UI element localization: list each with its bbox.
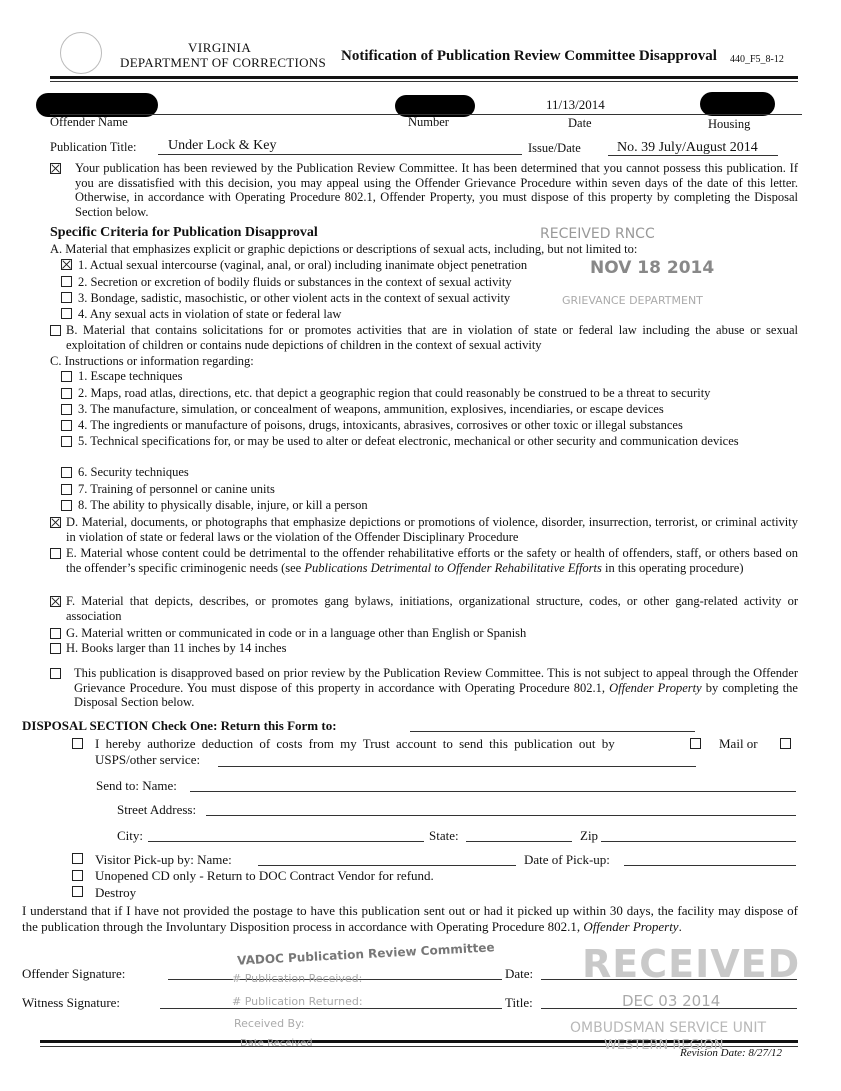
header-rule-thin (50, 81, 798, 82)
street-label: Street Address: (117, 802, 197, 817)
rncc-stamp: RECEIVED RNCC (540, 226, 655, 242)
offender-date-value: 11/13/2014 (546, 97, 605, 112)
review-notice-text: Your publication has been reviewed by the Publication Review Committee. It has been determined that you cannot possess this publication. If you are dissatisfied with this decision, you may appeal using the Offender Grievance Procedure within seven days of the date of this letter. Otherwise, in accordance with Operating Procedure 802.1, Offender Property, you must dispose of this property by completing the Disposal Section below. (75, 161, 798, 219)
section-e-reference: Publications Detrimental to Offender Rehabilitative Efforts (304, 560, 602, 575)
a1-checkbox[interactable] (61, 259, 72, 270)
prior-review-body: This publication is disapproved based on prior review by the Publication Review Committee. This is not subject to appeal through the Offender Grievance Procedure. You must dispose of this property in accordance with Operating Procedure 802.1, (74, 666, 798, 695)
section-c: C. Instructions or information regarding: (50, 354, 254, 368)
c7-checkbox[interactable] (61, 484, 72, 495)
revision-date: Revision Date: 8/27/12 (680, 1047, 783, 1059)
return-to-line (410, 731, 695, 732)
section-g: G. Material written or communicated in code or in a language other than English or Spanish (66, 626, 527, 640)
prior-review-reference: Offender Property (609, 680, 702, 695)
state-label: State: (429, 828, 459, 843)
section-d: D. Material, documents, or photographs that emphasize depictions or promotions of violence, disorder, insurrection, terrorist, or criminal activity in violation of state or federal laws or the violation of the Offender Disciplinary Procedure (66, 515, 798, 544)
received-date-stamp: DEC 03 2014 (622, 992, 721, 1010)
section-h: H. Books larger than 11 inches by 14 inches (66, 641, 287, 655)
date-received-stamp: Date Received (240, 1038, 313, 1049)
street-field[interactable] (206, 815, 796, 816)
c2-checkbox[interactable] (61, 388, 72, 399)
zip-label: Zip (580, 828, 599, 843)
committee-stamp: VADOC Publication Review Committee (236, 940, 495, 968)
a4-checkbox[interactable] (61, 308, 72, 319)
agency-line1: VIRGINIA (188, 40, 252, 55)
a3-text: 3. Bondage, sadistic, masochistic, or other violent acts in the context of sexual activity (78, 291, 511, 305)
c6-checkbox[interactable] (61, 467, 72, 478)
send-to-label: Send to: Name: (96, 778, 177, 793)
zip-field[interactable] (601, 841, 796, 842)
c5-text: 5. Technical specifications for, or may be used to alter or defeat electronic, mechanical or other security and communication devices (78, 434, 739, 448)
send-to-name-field[interactable] (190, 791, 796, 792)
unopened-checkbox[interactable] (72, 870, 83, 881)
publication-title-value: Under Lock & Key (168, 138, 277, 153)
rncc-date-stamp: NOV 18 2014 (590, 258, 715, 278)
a2-checkbox[interactable] (61, 276, 72, 287)
visitor-checkbox[interactable] (72, 853, 83, 864)
prior-review-text (74, 666, 798, 710)
city-label: City: (117, 828, 144, 843)
understand-end: . (678, 919, 682, 934)
state-field[interactable] (466, 841, 572, 842)
pub-received-stamp: # Publication Received: (232, 972, 363, 985)
offender-number-label: Number (408, 115, 449, 129)
usps-label: USPS/other service: (95, 752, 201, 767)
c8-checkbox[interactable] (61, 500, 72, 511)
witness-signature-field[interactable] (160, 1008, 502, 1009)
section-b: B. Material that contains solicitations for or promotes activities that are in violation of state or federal law including the abuse or sexual exploitation of children or contains nude depictions of children in the context of sexual activity (66, 323, 798, 352)
publication-title-label: Publication Title: (50, 140, 137, 154)
offender-housing-label: Housing (708, 117, 751, 131)
witness-title-label: Title: (505, 995, 533, 1010)
pub-returned-stamp: # Publication Returned: (232, 995, 363, 1008)
visitor-label: Visitor Pick-up by: Name: (95, 852, 232, 867)
a3-checkbox[interactable] (61, 292, 72, 303)
disposal-heading: DISPOSAL SECTION Check One: Return this Form to: (22, 718, 337, 733)
form-title: Notification of Publication Review Committee Disapproval (341, 48, 717, 64)
understand-body: I understand that if I have not provided the postage to have this publication sent out or had it picked up within 30 days, the facility may dispose of the publication through the Involuntary Disposition process in accordance with Operating Procedure 802.1, (22, 903, 798, 934)
received-by-stamp: Received By: (234, 1017, 305, 1030)
pickup-date-label: Date of Pick-up: (524, 852, 610, 867)
c3-text: 3. The manufacture, simulation, or concealment of weapons, ammunition, explosives, incendiaries, or escape devices (78, 402, 664, 416)
f-checkbox[interactable] (50, 596, 61, 607)
pickup-date-field[interactable] (624, 865, 796, 866)
a2-text: 2. Secretion or excretion of bodily fluids or substances in the context of sexual activity (78, 275, 512, 289)
prior-review-end: by completing the Disposal Section below. (74, 680, 798, 709)
a4-text: 4. Any sexual acts in violation of state or federal law (78, 307, 342, 321)
city-field[interactable] (148, 841, 424, 842)
ombudsman-stamp: OMBUDSMAN SERVICE UNIT (570, 1020, 767, 1036)
c3-checkbox[interactable] (61, 404, 72, 415)
mail-label: Mail or (719, 736, 758, 751)
form-code: 440_F5_8-12 (730, 54, 784, 65)
usps-field[interactable] (218, 766, 696, 767)
redacted-housing (700, 92, 775, 116)
authorize-text: I hereby authorize deduction of costs from my Trust account to send this publication out by (95, 736, 615, 751)
c6-text: 6. Security techniques (78, 465, 189, 479)
section-e-text: E. Material whose content could be detrimental to the offender rehabilitative efforts or the safety or health of offenders, staff, or others based on the offender’s specific criminogenic needs (see (66, 546, 798, 575)
issue-label: Issue/Date (528, 141, 581, 155)
h-checkbox[interactable] (50, 643, 61, 654)
usps-checkbox[interactable] (780, 738, 791, 749)
witness-signature-label: Witness Signature: (22, 995, 121, 1010)
c8-text: 8. The ability to physically disable, injure, or kill a person (78, 498, 368, 512)
destroy-checkbox[interactable] (72, 886, 83, 897)
agency-line2: DEPARTMENT OF CORRECTIONS (120, 55, 327, 70)
c1-checkbox[interactable] (61, 371, 72, 382)
offender-signature-label: Offender Signature: (22, 966, 126, 981)
c7-text: 7. Training of personnel or canine units (78, 482, 275, 496)
g-checkbox[interactable] (50, 628, 61, 639)
c5-checkbox[interactable] (61, 436, 72, 447)
unopened-label: Unopened CD only - Return to DOC Contract Vendor for refund. (95, 868, 434, 883)
e-checkbox[interactable] (50, 548, 61, 559)
understand-reference: Offender Property (583, 919, 679, 934)
received-big-stamp: RECEIVED (582, 942, 801, 986)
offender-name-label: Offender Name (50, 115, 128, 129)
section-f: F. Material that depicts, describes, or promotes gang bylaws, initiations, organizational structure, codes, or other gang-related activity or association (66, 594, 798, 623)
d-checkbox[interactable] (50, 517, 61, 528)
c4-checkbox[interactable] (61, 420, 72, 431)
offender-date-label: Date (568, 116, 592, 130)
publication-title-line (158, 154, 522, 155)
authorize-checkbox[interactable] (72, 738, 83, 749)
signature-date-label: Date: (505, 966, 534, 981)
criteria-heading: Specific Criteria for Publication Disapproval (50, 225, 318, 240)
grievance-stamp: GRIEVANCE DEPARTMENT (562, 294, 703, 307)
western-region-stamp: WESTERN REGION (604, 1038, 724, 1053)
c2-text: 2. Maps, road atlas, directions, etc. that depict a geographic region that could reasonably be construed to be a threat to security (78, 386, 711, 400)
b-checkbox[interactable] (50, 325, 61, 336)
issue-value: No. 39 July/August 2014 (617, 140, 758, 155)
understand-text (22, 903, 798, 935)
section-e (66, 546, 798, 575)
section-a: A. Material that emphasizes explicit or graphic depictions or descriptions of sexual acts, including, but not limited to: (50, 242, 638, 256)
mail-checkbox[interactable] (690, 738, 701, 749)
issue-line (608, 155, 778, 156)
destroy-label: Destroy (95, 885, 137, 900)
prior-review-checkbox[interactable] (50, 668, 61, 679)
review-notice-checkbox[interactable] (50, 163, 61, 174)
doc-seal (60, 32, 102, 74)
a1-text: 1. Actual sexual intercourse (vaginal, anal, or oral) including inanimate object penetration (78, 258, 528, 272)
section-e-text-end: in this operating procedure) (601, 560, 744, 575)
c4-text: 4. The ingredients or manufacture of poisons, drugs, intoxicants, abrasives, corrosives or other toxic or illegal substances (78, 418, 683, 432)
c1-text: 1. Escape techniques (78, 369, 183, 383)
visitor-name-field[interactable] (258, 865, 516, 866)
header-rule (50, 76, 798, 79)
